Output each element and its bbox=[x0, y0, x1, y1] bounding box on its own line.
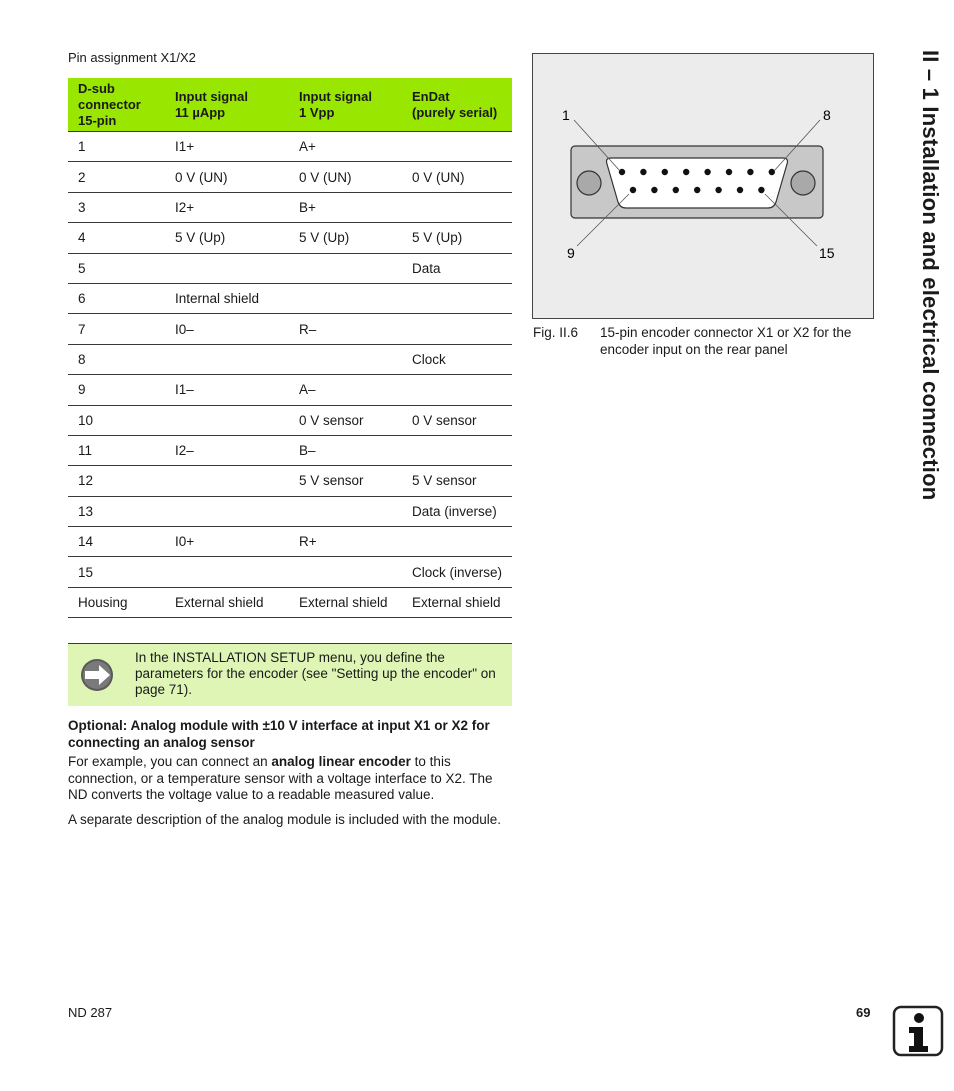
cell-signal-endat: Data bbox=[402, 253, 512, 283]
cell-signal-11uapp: I2– bbox=[165, 435, 289, 465]
cell-signal-1vpp: 0 V sensor bbox=[289, 405, 402, 435]
cell-signal-1vpp: R+ bbox=[289, 527, 402, 557]
pin-14 bbox=[737, 187, 743, 193]
pin-9 bbox=[630, 187, 636, 193]
pin-11 bbox=[673, 187, 679, 193]
cell-signal-endat: External shield bbox=[402, 587, 512, 617]
para1-before: For example, you can connect an bbox=[68, 754, 272, 769]
table-body bbox=[68, 132, 512, 618]
cell-signal-11uapp: I1+ bbox=[165, 132, 289, 162]
screw-hole-right bbox=[791, 171, 815, 195]
cell-signal-11uapp bbox=[165, 466, 289, 496]
cell-dsub-pin: 12 bbox=[68, 466, 165, 496]
cell-signal-1vpp: 5 V (Up) bbox=[289, 223, 402, 253]
header-endat: EnDat (purely serial) bbox=[402, 78, 512, 132]
cell-signal-endat: 0 V (UN) bbox=[402, 162, 512, 192]
cell-signal-11uapp: I0+ bbox=[165, 527, 289, 557]
table-row bbox=[68, 587, 512, 617]
table-row bbox=[68, 314, 512, 344]
cell-signal-1vpp bbox=[289, 283, 402, 313]
cell-dsub-pin: 3 bbox=[68, 192, 165, 222]
arrow-right-icon bbox=[79, 658, 115, 692]
dsub-connector-drawing bbox=[533, 54, 873, 318]
cell-dsub-pin: 15 bbox=[68, 557, 165, 587]
cell-dsub-pin: 13 bbox=[68, 496, 165, 526]
cell-signal-1vpp: A– bbox=[289, 375, 402, 405]
pin-2 bbox=[640, 169, 646, 175]
header-11uapp: Input signal 11 µApp bbox=[165, 78, 289, 132]
figure-caption: 15-pin encoder connector X1 or X2 for the encoder input on the rear panel bbox=[600, 325, 852, 357]
pin-label-9: 9 bbox=[567, 245, 575, 261]
cell-signal-endat bbox=[402, 435, 512, 465]
para1-after: to this connection, or a temperature sensor with a voltage interface to X2. The ND converts the voltage value to a readable measured value. bbox=[68, 754, 493, 802]
table-row bbox=[68, 435, 512, 465]
cell-dsub-pin: 6 bbox=[68, 283, 165, 313]
pin-label-8: 8 bbox=[823, 107, 831, 123]
optional-heading: Optional: Analog module with ±10 V interface at input X1 or X2 for connecting an analog sensor bbox=[68, 718, 490, 750]
cell-signal-11uapp bbox=[165, 496, 289, 526]
cell-signal-11uapp: 0 V (UN) bbox=[165, 162, 289, 192]
pin-10 bbox=[651, 187, 657, 193]
cell-dsub-pin: 9 bbox=[68, 375, 165, 405]
cell-signal-1vpp: R– bbox=[289, 314, 402, 344]
cell-signal-1vpp: B– bbox=[289, 435, 402, 465]
pin-3 bbox=[662, 169, 668, 175]
pin-6 bbox=[726, 169, 732, 175]
table-row bbox=[68, 557, 512, 587]
pin-label-1: 1 bbox=[562, 107, 570, 123]
table-row bbox=[68, 132, 512, 162]
cell-signal-1vpp bbox=[289, 344, 402, 374]
table-caption: Pin assignment X1/X2 bbox=[68, 50, 196, 65]
cell-signal-endat: Clock bbox=[402, 344, 512, 374]
table-row bbox=[68, 496, 512, 526]
cell-dsub-pin: 14 bbox=[68, 527, 165, 557]
table-row bbox=[68, 405, 512, 435]
cell-signal-1vpp bbox=[289, 557, 402, 587]
cell-dsub-pin: Housing bbox=[68, 587, 165, 617]
pin-13 bbox=[715, 187, 721, 193]
cell-signal-endat bbox=[402, 375, 512, 405]
pin-label-15: 15 bbox=[819, 245, 835, 261]
table-row bbox=[68, 162, 512, 192]
cell-signal-11uapp: I2+ bbox=[165, 192, 289, 222]
cell-signal-11uapp bbox=[165, 405, 289, 435]
cell-signal-11uapp: I0– bbox=[165, 314, 289, 344]
cell-signal-1vpp: External shield bbox=[289, 587, 402, 617]
cell-signal-1vpp bbox=[289, 253, 402, 283]
pin-assignment-table bbox=[68, 78, 512, 618]
cell-dsub-pin: 5 bbox=[68, 253, 165, 283]
pin-1 bbox=[619, 169, 625, 175]
note-text: In the INSTALLATION SETUP menu, you define the parameters for the encoder (see "Setting up the encoder" on page 71). bbox=[135, 650, 496, 697]
cell-signal-endat: Clock (inverse) bbox=[402, 557, 512, 587]
page-number: 69 bbox=[856, 1005, 871, 1020]
cell-signal-11uapp: I1– bbox=[165, 375, 289, 405]
optional-paragraph-1 bbox=[68, 754, 512, 804]
header-1vpp: Input signal 1 Vpp bbox=[289, 78, 402, 132]
header-dsub: D-sub connector 15-pin bbox=[68, 78, 165, 132]
table-row bbox=[68, 253, 512, 283]
connector-figure bbox=[532, 53, 874, 319]
cell-signal-endat bbox=[402, 527, 512, 557]
table-row bbox=[68, 344, 512, 374]
pin-5 bbox=[704, 169, 710, 175]
cell-dsub-pin: 1 bbox=[68, 132, 165, 162]
pin-12 bbox=[694, 187, 700, 193]
connector-face bbox=[607, 158, 788, 208]
cell-signal-11uapp bbox=[165, 253, 289, 283]
info-icon bbox=[892, 1005, 944, 1057]
cell-signal-1vpp: B+ bbox=[289, 192, 402, 222]
table-row bbox=[68, 223, 512, 253]
table-row bbox=[68, 375, 512, 405]
cell-signal-endat: Data (inverse) bbox=[402, 496, 512, 526]
cell-signal-1vpp bbox=[289, 496, 402, 526]
cell-dsub-pin: 2 bbox=[68, 162, 165, 192]
cell-signal-endat: 5 V (Up) bbox=[402, 223, 512, 253]
cell-signal-11uapp bbox=[165, 344, 289, 374]
cell-signal-endat bbox=[402, 192, 512, 222]
para1-bold: analog linear encoder bbox=[271, 754, 411, 769]
cell-dsub-pin: 10 bbox=[68, 405, 165, 435]
cell-signal-1vpp: A+ bbox=[289, 132, 402, 162]
cell-signal-endat bbox=[402, 314, 512, 344]
optional-paragraph-2: A separate description of the analog module is included with the module. bbox=[68, 812, 502, 827]
cell-signal-11uapp: External shield bbox=[165, 587, 289, 617]
cell-signal-endat: 0 V sensor bbox=[402, 405, 512, 435]
table-row bbox=[68, 283, 512, 313]
cell-signal-endat bbox=[402, 132, 512, 162]
screw-hole-left bbox=[577, 171, 601, 195]
cell-dsub-pin: 4 bbox=[68, 223, 165, 253]
pin-4 bbox=[683, 169, 689, 175]
side-title-text: II – 1 Installation and electrical connection bbox=[918, 50, 943, 501]
cell-signal-11uapp: Internal shield bbox=[165, 283, 289, 313]
cell-signal-1vpp: 5 V sensor bbox=[289, 466, 402, 496]
cell-signal-11uapp: 5 V (Up) bbox=[165, 223, 289, 253]
cell-dsub-pin: 11 bbox=[68, 435, 165, 465]
cell-signal-endat bbox=[402, 283, 512, 313]
pin-8 bbox=[769, 169, 775, 175]
cell-dsub-pin: 8 bbox=[68, 344, 165, 374]
table-header-row bbox=[68, 78, 512, 132]
cell-dsub-pin: 7 bbox=[68, 314, 165, 344]
cell-signal-endat: 5 V sensor bbox=[402, 466, 512, 496]
table-row bbox=[68, 466, 512, 496]
cell-signal-11uapp bbox=[165, 557, 289, 587]
footer-product: ND 287 bbox=[68, 1005, 113, 1020]
pin-15 bbox=[758, 187, 764, 193]
cell-signal-1vpp: 0 V (UN) bbox=[289, 162, 402, 192]
table-row bbox=[68, 192, 512, 222]
note-box bbox=[68, 643, 512, 706]
pin-7 bbox=[747, 169, 753, 175]
figure-label: Fig. II.6 bbox=[533, 325, 579, 340]
table-row bbox=[68, 527, 512, 557]
